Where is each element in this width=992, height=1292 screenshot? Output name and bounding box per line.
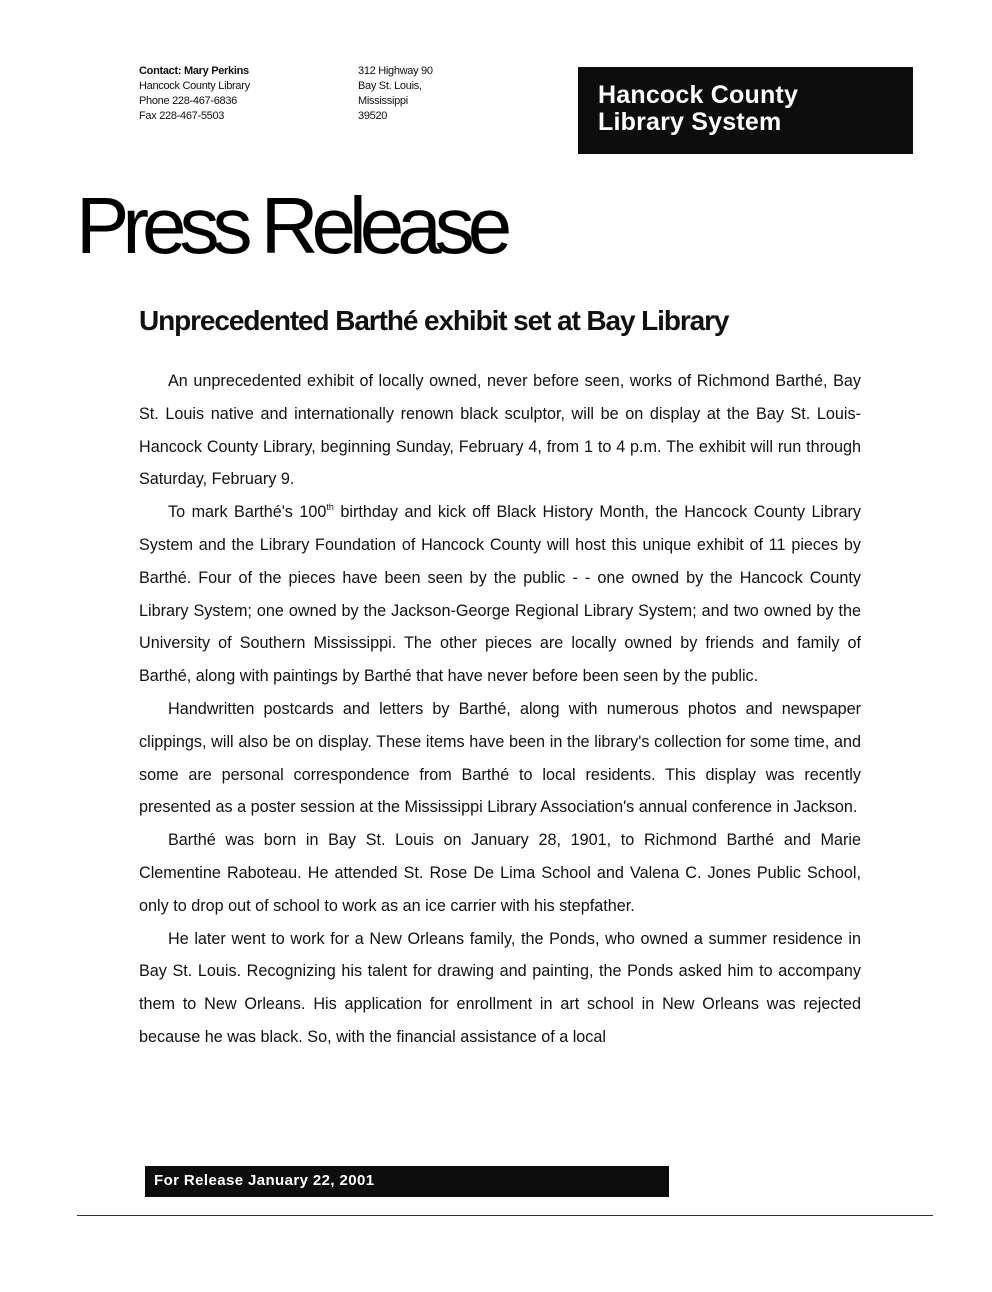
- article-body: [139, 365, 861, 1054]
- address-line-4: 39520: [358, 110, 388, 122]
- headline: Unprecedented Barthé exhibit set at Bay Library: [139, 305, 729, 336]
- contact-block: [139, 64, 250, 124]
- brand-logo-box: [578, 67, 913, 154]
- brand-line-1: Hancock County: [598, 81, 799, 109]
- footer-divider: [77, 1215, 933, 1216]
- paragraph-2: [139, 496, 861, 693]
- address-line-3: Mississippi: [358, 95, 408, 107]
- contact-org: Hancock County Library: [139, 80, 250, 92]
- address-line-2: Bay St. Louis,: [358, 80, 422, 92]
- release-date-bar: For Release January 22, 2001: [145, 1166, 669, 1197]
- page-title: Press Release: [76, 181, 506, 270]
- paragraph-3: Handwritten postcards and letters by Barthé, along with numerous photos and newspaper clippings, will also be on display. These items have been in the library's collection for some time, and some are personal correspondence from Barthé to local residents. This display was recently presented as a poster session at the Mississippi Library Association's annual conference in Jackson.: [139, 699, 861, 817]
- contact-name: Contact: Mary Perkins: [139, 65, 249, 77]
- paragraph-1: An unprecedented exhibit of locally owned, never before seen, works of Richmond Barthé, Bay St. Louis native and internationally renown black sculptor, will be on display at the Bay St. Louis-Hancock County Library, beginning Sunday, February 4, from 1 to 4 p.m. The exhibit will run through Saturday, February 9.: [139, 372, 861, 489]
- paragraph-2-start: To mark Barthé's 100: [168, 503, 327, 522]
- paragraph-4: Barthé was born in Bay St. Louis on January 28, 1901, to Richmond Barthé and Marie Clementine Raboteau. He attended St. Rose De Lima School and Valena C. Jones Public School, only to drop out of school to work as an ice carrier with his stepfather.: [139, 831, 861, 915]
- contact-phone: Phone 228-467-6836: [139, 95, 237, 107]
- contact-fax: Fax 228-467-5503: [139, 110, 225, 122]
- brand-line-2: Library System: [598, 108, 782, 136]
- ordinal-suffix: th: [326, 502, 334, 513]
- paragraph-5: He later went to work for a New Orleans family, the Ponds, who owned a summer residence in Bay St. Louis. Recognizing his talent for drawing and painting, the Ponds asked him to accompany them to New Orleans. His application for enrollment in art school in New Orleans was rejected because he was black. So, with the financial assistance of a local: [139, 929, 861, 1046]
- address-line-1: 312 Highway 90: [358, 65, 433, 77]
- address-block: [358, 64, 433, 124]
- paragraph-2-rest: birthday and kick off Black History Month, the Hancock County Library System and the Library Foundation of Hancock County will host this unique exhibit of 11 pieces by Barthé. Four of the pieces have been seen by the public - - one owned by the Hancock County Library System; one owned by the Jackson-George Regional Library System; and two owned by the University of Southern Mississippi. The other pieces are locally owned by friends and family of Barthé, along with paintings by Barthé that have never before been seen by the public.: [139, 503, 861, 686]
